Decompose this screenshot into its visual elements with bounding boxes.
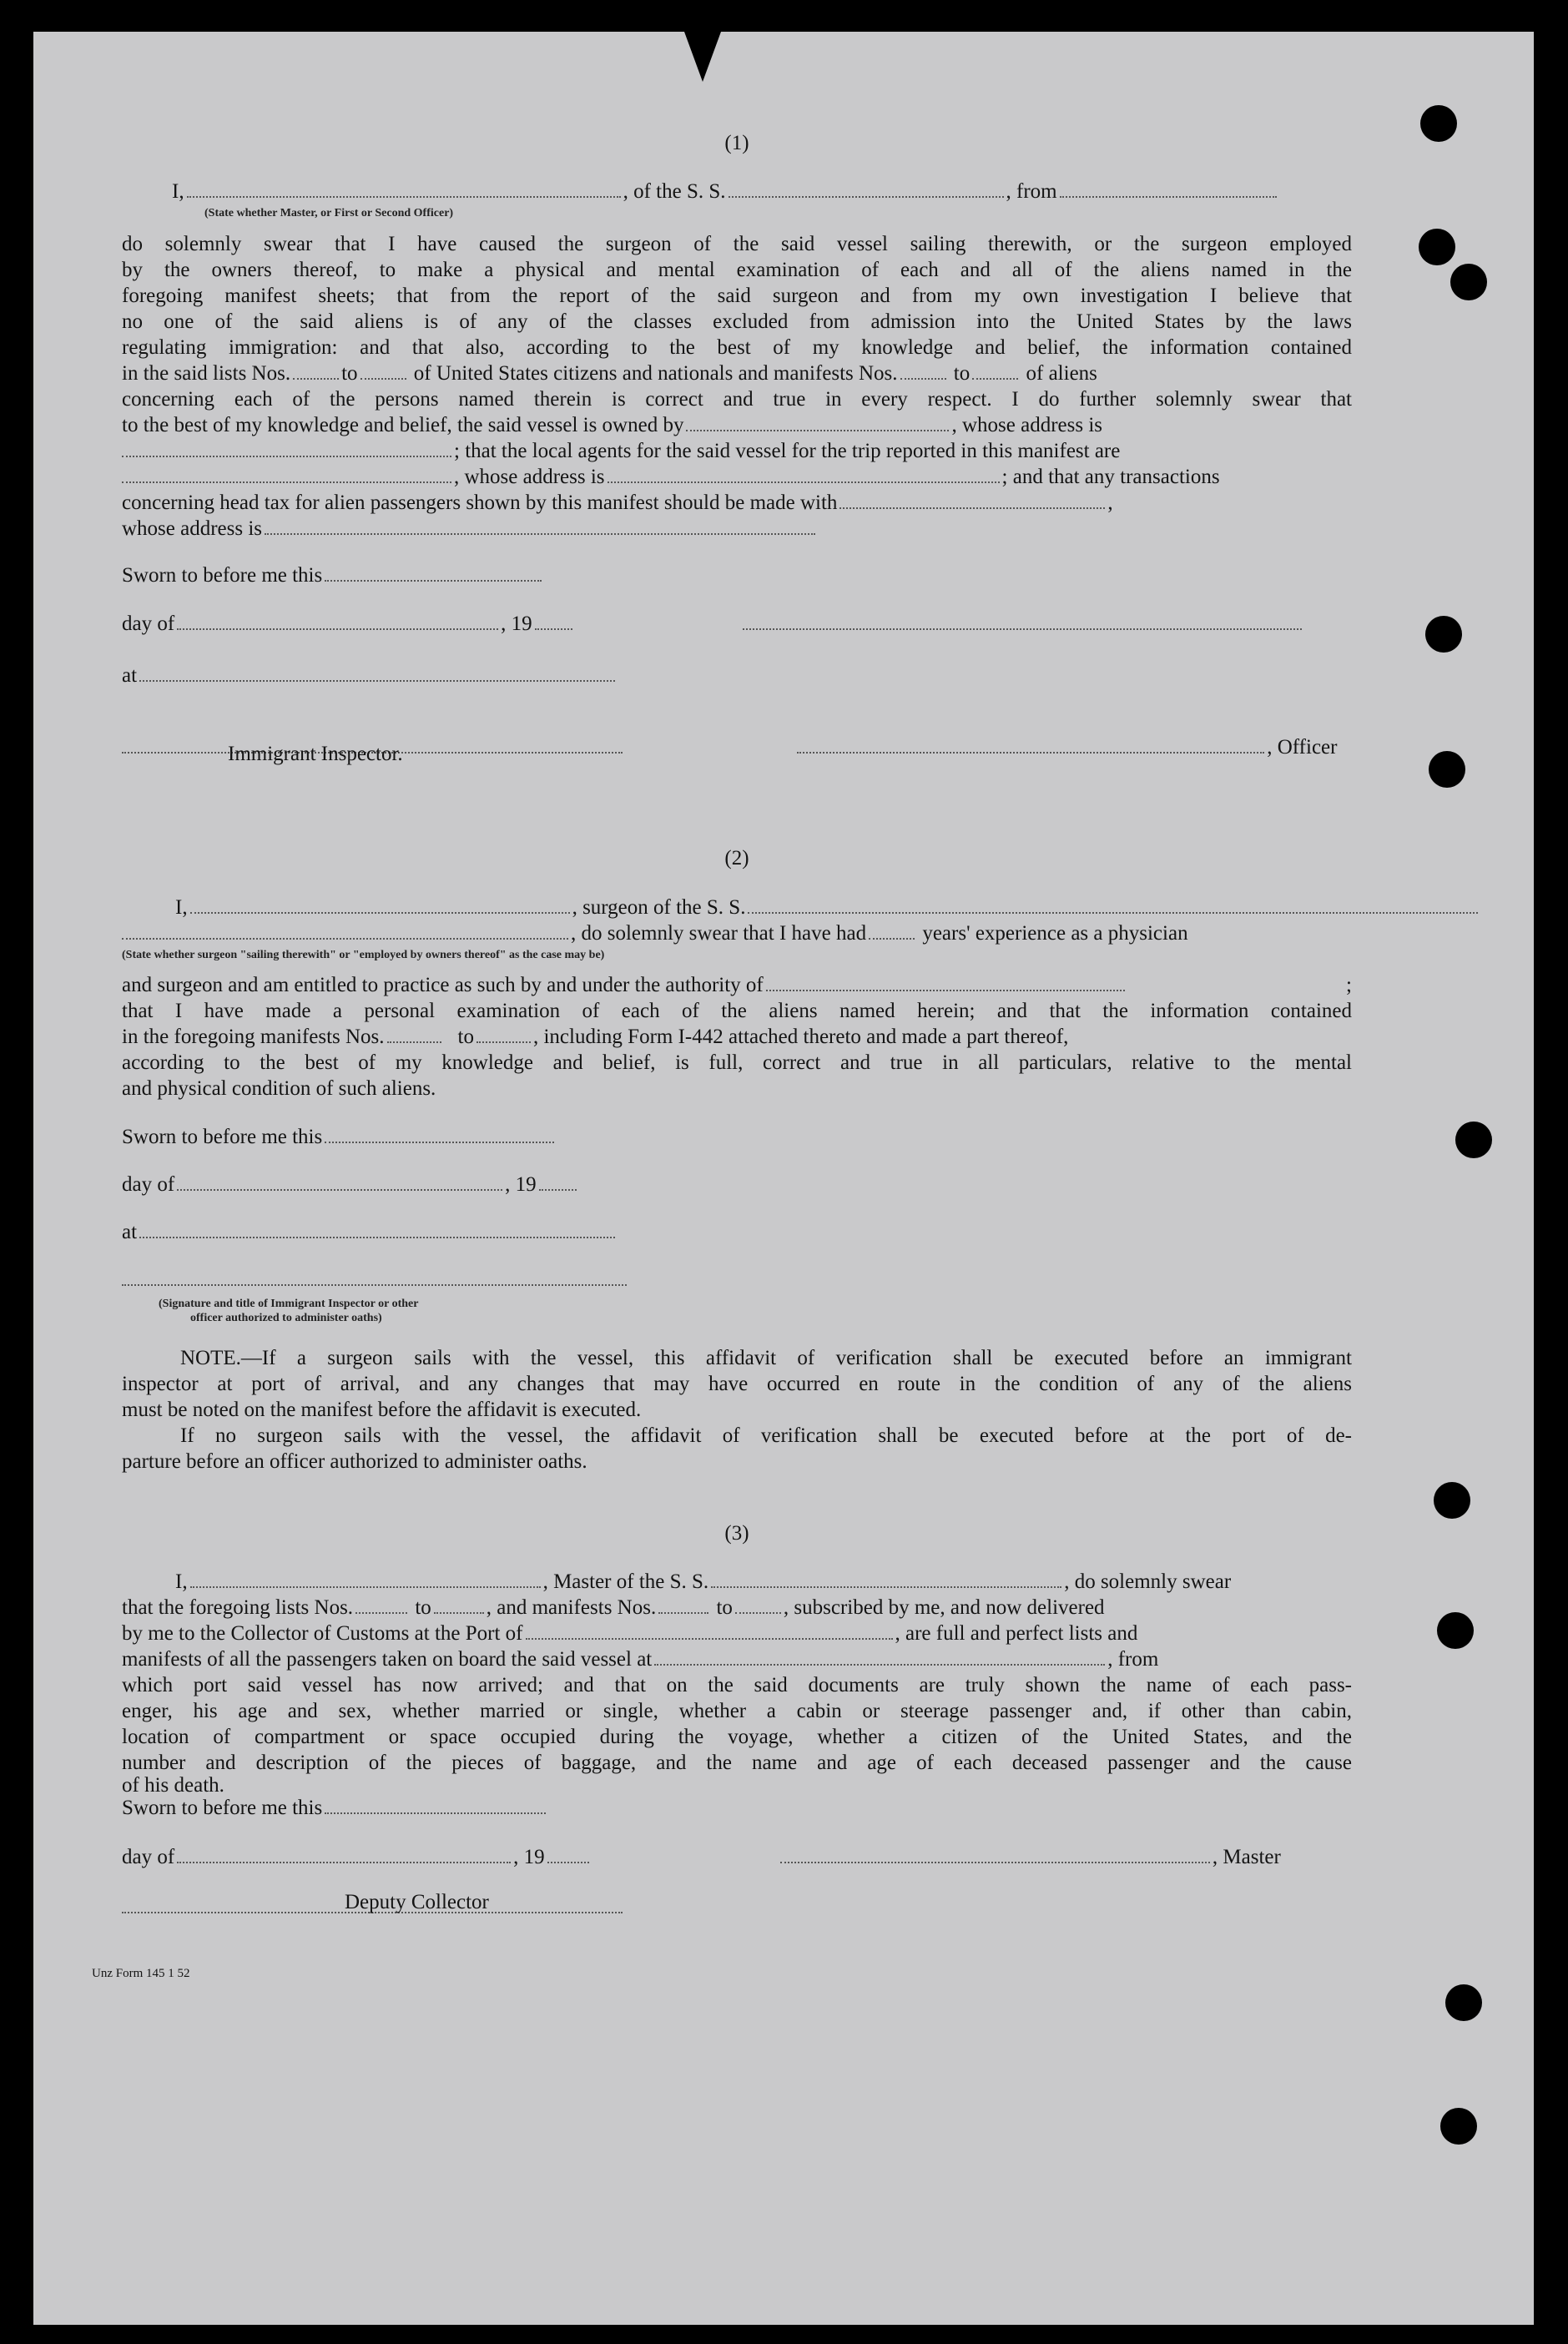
blank-sworn-day[interactable]	[325, 1797, 546, 1814]
note-line: parture before an officer authorized to administer oaths.	[122, 1450, 587, 1473]
immigrant-inspector-caption: Immigrant Inspector.	[228, 743, 403, 765]
blank-owner[interactable]	[686, 415, 949, 431]
section-2-header: I, , surgeon of the S. S.	[122, 895, 1352, 920]
section-3-sworn: Sworn to before me this	[122, 1795, 1352, 1821]
section-1-at: at	[122, 663, 1352, 688]
punch-hole	[1440, 2108, 1477, 2145]
section-2-number: (2)	[724, 847, 749, 870]
blank-vessel[interactable]	[729, 181, 1004, 198]
note-line: NOTE.—If a surgeon sails with the vessel, this affidavit of verification shall be executed before an immigrant	[180, 1347, 1352, 1369]
section-3-body-line: location of compartment or space occupied during the voyage, whether a citizen of the United States, and the	[122, 1726, 1352, 1748]
note-line: If no surgeon sails with the vessel, the affidavit of verification shall be executed before at the port of de-	[180, 1424, 1352, 1447]
blank-list-to[interactable]	[434, 1597, 484, 1614]
blank-departure-port[interactable]	[654, 1649, 1105, 1666]
blank-master-vessel[interactable]	[711, 1571, 1061, 1588]
section-2-body-line: that I have made a personal examination of each of the aliens named herein; and that the information contained	[122, 1000, 1352, 1022]
blank-inspector-signature[interactable]	[122, 1269, 627, 1286]
blank-master-signature[interactable]	[780, 1847, 1210, 1863]
blank-manifest-to[interactable]	[476, 1026, 531, 1043]
section-3-body-line: enger, his age and sex, whether married or single, whether a cabin or steerage passenger and, if other than cabin,	[122, 1700, 1352, 1722]
blank-month[interactable]	[177, 1174, 502, 1191]
section-3-header: I, , Master of the S. S. , do solemnly swear	[175, 1570, 1232, 1593]
punch-hole	[1455, 1122, 1492, 1158]
section-2-swear-line: , do solemnly swear that I have had years' experience as a physician	[122, 920, 1352, 946]
section-1-body-line: by the owners thereof, to make a physical and mental examination of each and all of the aliens named in the	[122, 259, 1352, 281]
section-1-body-line: regulating immigration: and that also, according to the best of my knowledge and belief, the information contained	[122, 336, 1352, 359]
document-page	[33, 32, 1534, 2325]
section-3-body-line: number and description of the pieces of baggage, and the name and age of each deceased passenger and the cause	[122, 1752, 1352, 1774]
section-3-collector-line: by me to the Collector of Customs at the Port of , are full and perfect lists and	[122, 1622, 1138, 1645]
blank-manifest-from[interactable]	[387, 1026, 441, 1043]
section-2-day-of: day of , 19	[122, 1172, 1352, 1197]
section-1-owned-line: to the best of my knowledge and belief, the said vessel is owned by , whose address is	[122, 414, 1102, 436]
section-3-deputy-line	[122, 1894, 1352, 1920]
blank-from-port[interactable]	[1060, 181, 1277, 198]
punch-hole	[1445, 1984, 1482, 2021]
deputy-collector-caption: Deputy Collector	[345, 1891, 489, 1913]
section-1-whose-address-line: whose address is	[122, 516, 1352, 542]
section-1-headtax-line: concerning head tax for alien passengers shown by this manifest should be made with ,	[122, 491, 1113, 514]
blank-month[interactable]	[177, 1847, 511, 1863]
blank-list-to[interactable]	[360, 363, 406, 380]
section-1-day-of: day of , 19	[122, 611, 1352, 637]
section-2-manifests-line: in the foregoing manifests Nos. to , including Form I-442 attached thereto and made a part thereof,	[122, 1026, 1069, 1048]
blank-headtax-agent[interactable]	[839, 492, 1105, 509]
page-tear	[684, 32, 721, 82]
blank-headtax-address[interactable]	[265, 518, 815, 535]
blank-manifest-to[interactable]	[735, 1597, 781, 1614]
blank-list-from[interactable]	[355, 1597, 407, 1614]
blank-authority[interactable]	[766, 975, 1125, 991]
punch-hole	[1419, 229, 1455, 265]
blank-at-place[interactable]	[139, 1222, 615, 1238]
section-2-authority-line: and surgeon and am entitled to practice as such by and under the authority of ;	[122, 974, 1352, 996]
blank-officer[interactable]	[187, 181, 621, 198]
note-line: must be noted on the manifest before the affidavit is executed.	[122, 1399, 642, 1421]
section-1-officer-line: , Officer	[122, 734, 1352, 760]
signature-note: (Signature and title of Immigrant Inspector or other	[159, 1298, 419, 1310]
section-1-agents-line: ; that the local agents for the said vessel for the trip reported in this manifest are	[122, 438, 1352, 464]
section-2-sworn: Sworn to before me this	[122, 1124, 1352, 1150]
section-1-body-line: no one of the said aliens is of any of the classes excluded from admission into the United States by the laws	[122, 310, 1352, 333]
blank-year[interactable]	[539, 1174, 577, 1191]
form-number: Unz Form 145 1 52	[92, 1967, 190, 1980]
section-3-day-of: day of , 19 , Master	[122, 1846, 1281, 1868]
blank-agents-address[interactable]	[608, 466, 1000, 483]
blank-month[interactable]	[177, 613, 498, 630]
blank-agents[interactable]	[122, 466, 451, 483]
officer-note: (State whether Master, or First or Second Officer)	[204, 207, 454, 219]
blank-list-from[interactable]	[293, 363, 339, 380]
section-1-body-line: foregoing manifest sheets; that from the report of the said surgeon and from my own investigation I believe that	[122, 285, 1352, 307]
blank-surgeon-vessel[interactable]	[748, 897, 1478, 914]
blank-surgeon-type[interactable]	[122, 923, 568, 940]
blank-sworn-day[interactable]	[325, 565, 542, 582]
blank-owner-address[interactable]	[122, 441, 451, 457]
blank-officer-name[interactable]	[797, 737, 1264, 754]
section-1-body-line: do solemnly swear that I have caused the surgeon of the said vessel sailing therewith, or the surgeon employed	[122, 233, 1352, 255]
section-3-number: (3)	[724, 1522, 749, 1545]
blank-master-name[interactable]	[190, 1571, 541, 1588]
section-3-lists-line: that the foregoing lists Nos. to , and manifests Nos. to , subscribed by me, and now delivered	[122, 1596, 1105, 1619]
blank-port[interactable]	[526, 1623, 893, 1640]
blank-sworn-day[interactable]	[325, 1127, 554, 1143]
blank-manifest-to[interactable]	[972, 363, 1018, 380]
note-line: inspector at port of arrival, and any changes that may have occurred en route in the condition of any of the aliens	[122, 1373, 1352, 1395]
section-3-board-line: manifests of all the passengers taken on board the said vessel at , from	[122, 1648, 1159, 1671]
blank-surgeon-name[interactable]	[190, 897, 570, 914]
section-1-header: I, , of the S. S. , from	[122, 179, 1352, 204]
punch-hole	[1437, 1612, 1474, 1649]
punch-hole	[1429, 751, 1465, 788]
section-1-body-line: concerning each of the persons named therein is correct and true in every respect. I do further solemnly swear that	[122, 388, 1352, 411]
blank-year[interactable]	[547, 1847, 589, 1863]
blank-manifest-from[interactable]	[658, 1597, 708, 1614]
blank-at-place[interactable]	[139, 665, 615, 682]
section-2-at: at	[122, 1219, 1352, 1245]
punch-hole	[1425, 616, 1462, 653]
surgeon-note: (State whether surgeon "sailing therewith" or "employed by owners thereof" as the case may be)	[122, 949, 605, 961]
blank-year[interactable]	[535, 613, 572, 630]
punch-hole	[1450, 264, 1487, 300]
section-1-agents-address-line: , whose address is ; and that any transactions	[122, 464, 1352, 490]
section-3-body-line: which port said vessel has now arrived; and that on the said documents are truly shown the name of each pass-	[122, 1674, 1352, 1696]
blank-manifest-from[interactable]	[900, 363, 946, 380]
blank-officer-signature[interactable]	[743, 613, 1302, 630]
punch-hole	[1420, 105, 1457, 142]
section-2-signature-line	[122, 1267, 1352, 1293]
section-1-number: (1)	[724, 132, 749, 154]
signature-note: officer authorized to administer oaths)	[190, 1312, 382, 1324]
section-1-lists-line: in the said lists Nos. to of United States citizens and nationals and manifests Nos. to of aliens	[122, 362, 1097, 385]
blank-years[interactable]	[869, 923, 915, 940]
section-1-sworn: Sworn to before me this	[122, 562, 1352, 588]
section-2-body-line: according to the best of my knowledge and belief, is full, correct and true in all particulars, relative to the mental	[122, 1051, 1352, 1074]
section-3-body-line: of his death.	[122, 1774, 224, 1797]
punch-hole	[1434, 1482, 1470, 1519]
section-2-body-line: and physical condition of such aliens.	[122, 1077, 436, 1100]
